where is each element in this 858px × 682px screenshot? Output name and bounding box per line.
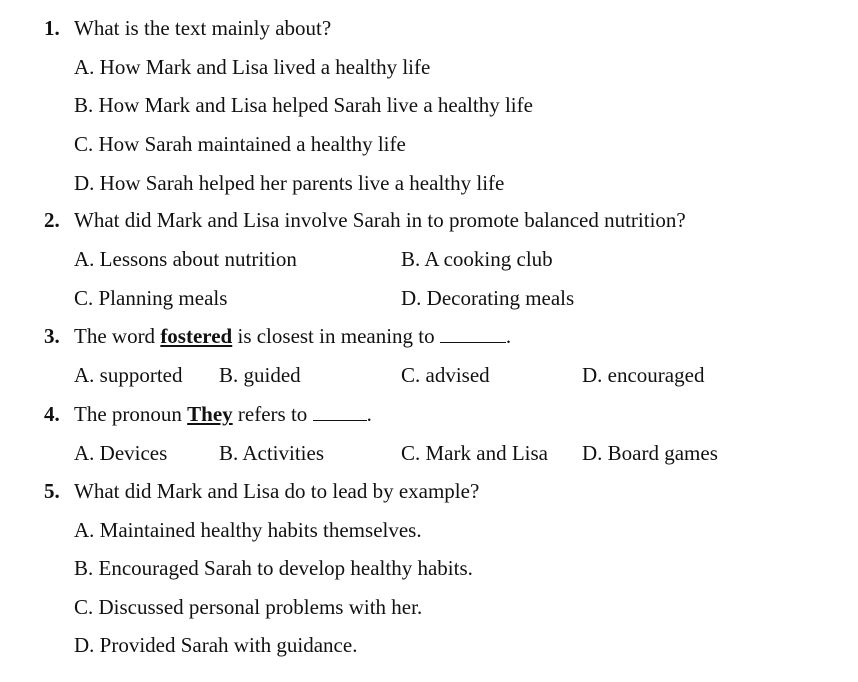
keyword: They xyxy=(187,402,233,426)
question-number: 2. xyxy=(44,208,60,232)
option-a[interactable]: A. How Mark and Lisa lived a healthy life xyxy=(74,55,431,79)
option-c[interactable]: C. advised xyxy=(401,363,490,387)
option-a[interactable]: A. supported xyxy=(74,363,183,387)
option-b[interactable]: B. How Mark and Lisa helped Sarah live a healthy life xyxy=(74,93,533,117)
option-a[interactable]: A. Lessons about nutrition xyxy=(74,247,297,271)
question-number: 1. xyxy=(44,16,60,40)
question-text-after: is closest in meaning to xyxy=(232,324,440,348)
option-d[interactable]: D. Decorating meals xyxy=(401,286,575,310)
option-b[interactable]: B. Encouraged Sarah to develop healthy habits. xyxy=(74,556,473,580)
question-text xyxy=(74,401,372,427)
question-number: 3. xyxy=(44,324,60,348)
answer-blank xyxy=(440,324,506,343)
keyword: fostered xyxy=(160,324,233,348)
option-d[interactable]: D. Board games xyxy=(582,441,718,465)
question-text: What did Mark and Lisa involve Sarah in to promote balanced nutrition? xyxy=(74,208,686,232)
question-text-end: . xyxy=(366,402,372,426)
option-a[interactable]: A. Devices xyxy=(74,441,168,465)
question-text xyxy=(74,323,511,349)
option-c[interactable]: C. Mark and Lisa xyxy=(401,441,548,465)
option-c[interactable]: C. How Sarah maintained a healthy life xyxy=(74,132,406,156)
option-a[interactable]: A. Maintained healthy habits themselves. xyxy=(74,518,422,542)
question-text-after: refers to xyxy=(232,402,313,426)
question-text: What is the text mainly about? xyxy=(74,16,332,40)
option-d[interactable]: D. Provided Sarah with guidance. xyxy=(74,633,358,657)
option-d[interactable]: D. How Sarah helped her parents live a healthy life xyxy=(74,171,505,195)
question-text-end: . xyxy=(505,324,512,348)
option-b[interactable]: B. A cooking club xyxy=(401,247,553,271)
question-text-before: The pronoun xyxy=(74,402,188,426)
question-number: 4. xyxy=(44,402,60,426)
question-text: What did Mark and Lisa do to lead by example? xyxy=(74,479,480,503)
option-b[interactable]: B. guided xyxy=(219,363,301,387)
answer-blank xyxy=(313,402,367,421)
question-text-before: The word xyxy=(74,324,161,348)
option-b[interactable]: B. Activities xyxy=(219,441,324,465)
option-c[interactable]: C. Discussed personal problems with her. xyxy=(74,595,423,619)
option-c[interactable]: C. Planning meals xyxy=(74,286,228,310)
option-d[interactable]: D. encouraged xyxy=(582,363,705,387)
question-number: 5. xyxy=(44,479,60,503)
